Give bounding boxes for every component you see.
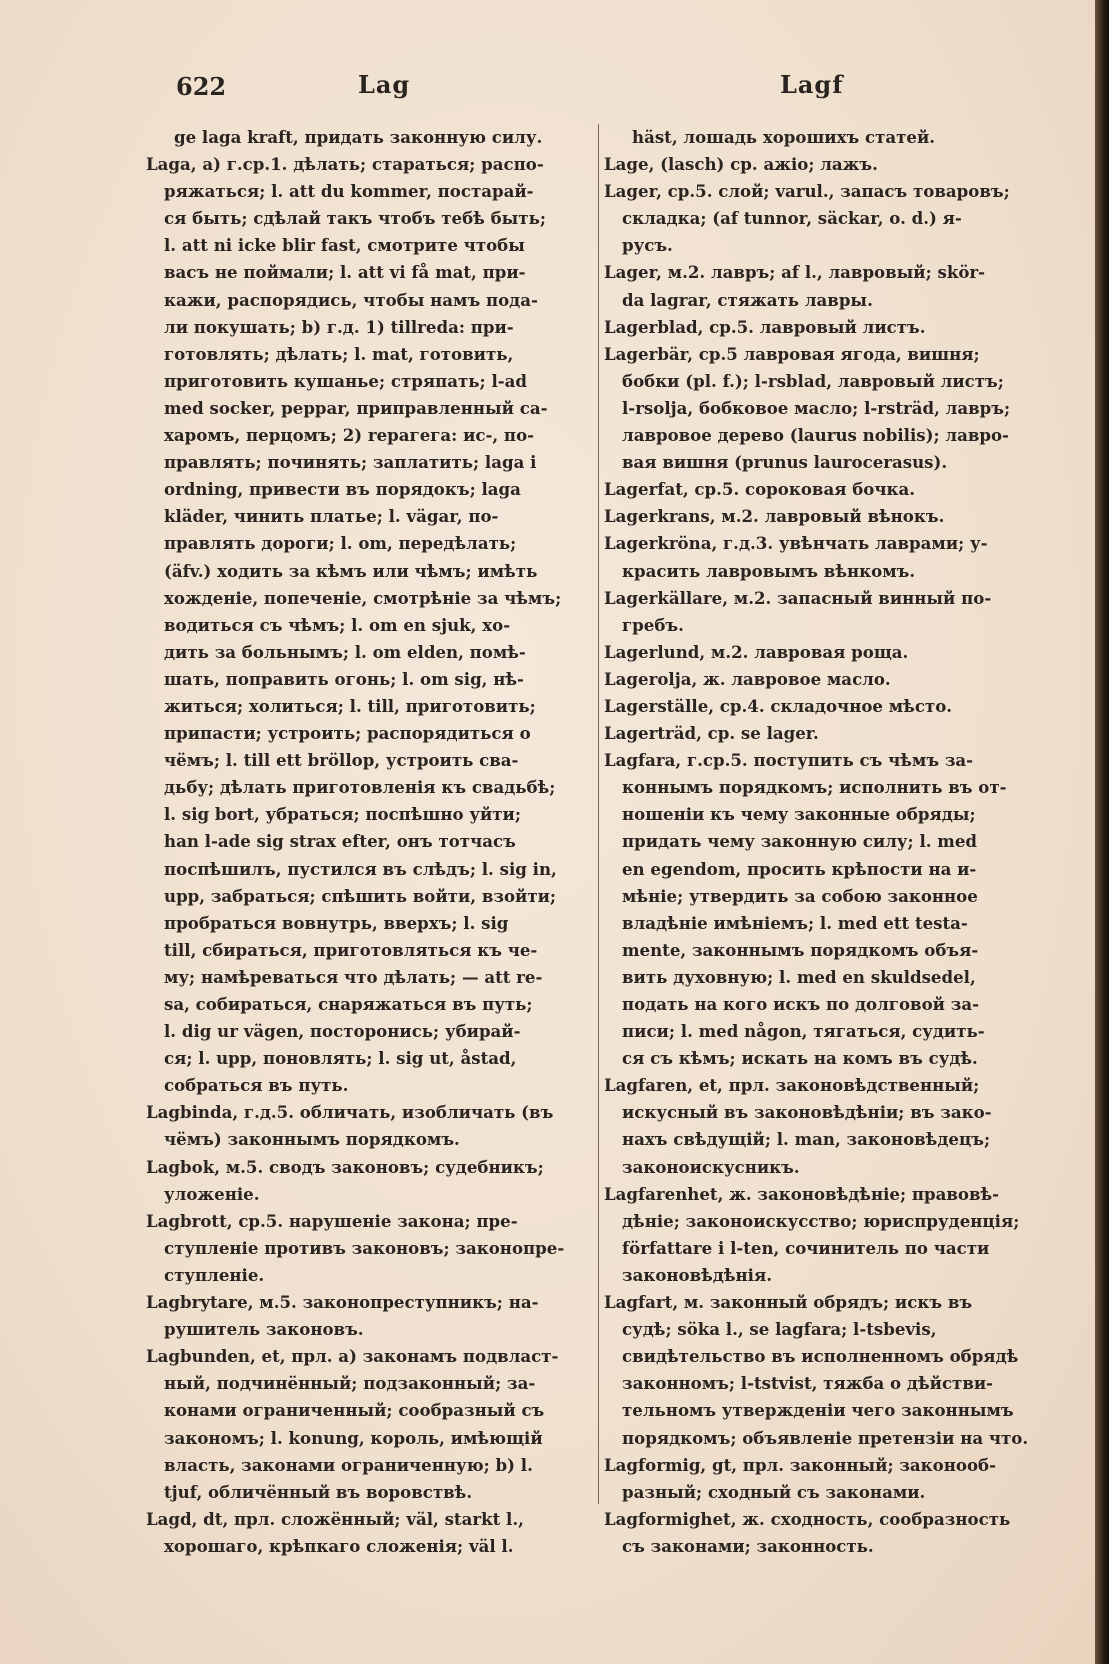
entry-text-line: l. sig bort, убраться; поспѣшно уйти; xyxy=(164,804,521,825)
page-number: 622 xyxy=(176,72,227,101)
entry-text-line: му; намѣреваться что дѣлать; — att re- xyxy=(164,966,543,987)
entry-text-line: da lagrar, стяжать лавры. xyxy=(622,289,873,310)
entry-headline: Lagerkällare, м.2. запасный винный по- xyxy=(604,587,992,608)
entry-text-line: красить лавровымъ вѣнкомъ. xyxy=(622,560,916,581)
entry-text-line: законномъ; l-tstvist, тяжба о дѣйстви- xyxy=(622,1373,994,1394)
entry-headline: Lagd, dt, прл. сложённый; väl, starkt l., xyxy=(146,1508,524,1529)
entry-text-line: нахъ свѣдущій; l. man, законовѣдецъ; xyxy=(622,1129,991,1150)
entry-text-line: дѣніе; законоискусство; юриспруденція; xyxy=(622,1210,1020,1231)
entry-text-line: ступленіе. xyxy=(164,1264,265,1285)
entry-text-line: гребъ. xyxy=(622,614,684,635)
entry-text-line: l. att ni icke blir fast, смотрите чтобы xyxy=(164,235,525,256)
running-head-right: Lagf xyxy=(780,70,844,99)
entry-text-line: ge laga kraft, придать законную силу. xyxy=(174,127,543,147)
entry-headline: Lagformig, gt, прл. законный; законооб- xyxy=(604,1454,996,1475)
entry-headline: Lagbinda, г.д.5. обличать, изобличать (въ xyxy=(146,1102,554,1123)
entry-text-line: складка; (af tunnor, säckar, o. d.) я- xyxy=(622,208,962,229)
entry-headline: Lagfaren, et, прл. законовѣдственный; xyxy=(604,1075,980,1096)
column-divider xyxy=(598,124,599,1504)
entry-headline: Lagerbär, ср.5 лавровая ягода, вишня; xyxy=(604,343,980,364)
entry-text-line: бобки (pl. f.); l-rsblad, лавровый листъ; xyxy=(622,370,1004,391)
entry-headline: Lagbok, м.5. сводъ законовъ; судебникъ; xyxy=(146,1156,544,1177)
entry-text-line: правлять; починять; заплатить; laga i xyxy=(164,452,537,473)
entry-text-line: дьбу; дѣлать приготовленія къ свадьбѣ; xyxy=(164,777,556,798)
entry-text-line: водиться съ чѣмъ; l. om en sjuk, хо- xyxy=(164,614,511,635)
entry-text-line: конами ограниченный; сообразный съ xyxy=(164,1400,545,1421)
entry-text-line: писи; l. med någon, тягаться, судить- xyxy=(622,1021,985,1042)
entry-headline: Lagerfat, ср.5. сороковая бочка. xyxy=(604,479,916,500)
entry-text-line: мѣніе; утвердить за собою законное xyxy=(622,885,978,906)
entry-headline: Lagbunden, et, прл. a) законамъ подвласт- xyxy=(146,1346,559,1367)
entry-headline: Lagerkrans, м.2. лавровый вѣнокъ. xyxy=(604,506,945,527)
book-spine-shadow xyxy=(1095,0,1109,1664)
entry-text-line: тельномъ утвержденіи чего законнымъ xyxy=(622,1400,1014,1421)
entry-text-line: upp, забраться; спѣшить войти, взойти; xyxy=(164,885,557,906)
running-head-left: Lag xyxy=(358,70,411,99)
entry-text-line: уложеніе. xyxy=(164,1183,260,1204)
entry-text-line: законоискусникъ. xyxy=(622,1156,800,1177)
entry-text-line: ряжаться; l. att du kommer, постарай- xyxy=(164,181,534,202)
entry-text-line: ный, подчинённый; подзаконный; за- xyxy=(164,1373,536,1394)
entry-text-line: вая вишня (prunus laurocerasus). xyxy=(622,452,948,473)
entry-text-line: владѣніе имѣніемъ; l. med ett testa- xyxy=(622,912,968,933)
entry-text-line: tjuf, обличённый въ воровствѣ. xyxy=(164,1481,473,1502)
entry-headline: Lagerställe, ср.4. складочное мѣсто. xyxy=(604,695,953,716)
entry-text-line: порядкомъ; объявленіе претензіи на что. xyxy=(622,1427,1029,1448)
entry-text-line: искусный въ законовѣдѣніи; въ зако- xyxy=(622,1102,992,1123)
entry-headline: Lager, ср.5. слой; varul., запасъ товаровъ; xyxy=(604,181,1010,202)
entry-text-line: en egendom, просить крѣпости на и- xyxy=(622,858,977,879)
entry-text-line: готовлять; дѣлать; l. mat, готовить, xyxy=(164,343,514,364)
entry-text-line: дить за больнымъ; l. om elden, помѣ- xyxy=(164,641,526,662)
entry-text-line: собраться въ путь. xyxy=(164,1075,349,1096)
entry-text-line: med socker, peppar, приправленный са- xyxy=(164,397,548,418)
entry-text-line: шать, поправить огонь; l. om sig, нѣ- xyxy=(164,668,524,689)
entry-text-line: свидѣтельство въ исполненномъ обрядѣ xyxy=(622,1346,1019,1367)
entry-headline: Lagfarenhet, ж. законовѣдѣніе; правовѣ- xyxy=(604,1183,1000,1204)
entry-text-line: ся съ кѣмъ; искать на комъ въ судѣ. xyxy=(622,1048,978,1069)
entry-text-line: ordning, привести въ порядокъ; laga xyxy=(164,479,521,500)
left-column xyxy=(146,124,591,1560)
entry-text-line: författare i l-ten, сочинитель по части xyxy=(622,1237,990,1258)
entry-text-line: судѣ; söka l., se lagfara; l-tsbevis, xyxy=(622,1319,937,1340)
entry-headline: Lagerkröna, г.д.3. увѣнчать лаврами; у- xyxy=(604,533,988,554)
entry-headline: Lage, (lasch) ср. ажіо; лажъ. xyxy=(604,154,878,175)
entry-text-line: хожденіе, попеченіе, смотрѣніе за чѣмъ; xyxy=(164,587,562,608)
entry-text-line: вить духовную; l. med en skuldsedel, xyxy=(622,966,976,987)
entry-text-line: ношеніи къ чему законные обряды; xyxy=(622,804,976,825)
entry-text-line: l-rsolja, бобковое масло; l-rsträd, лавръ; xyxy=(622,397,1011,418)
entry-text-line: власть, законами ограниченную; b) l. xyxy=(164,1454,533,1475)
entry-text-line: житься; холиться; l. till, приготовить; xyxy=(164,695,536,716)
entry-text-line: поспѣшилъ, пустился въ слѣдъ; l. sig in, xyxy=(164,858,557,879)
entry-text-line: закономъ; l. konung, король, имѣющій xyxy=(164,1427,543,1448)
entry-text-line: till, сбираться, приготовляться къ че- xyxy=(164,939,538,960)
entry-headline: Lager, м.2. лавръ; af l., лавровый; skör- xyxy=(604,262,986,283)
entry-headline: Lagformighet, ж. сходность, сообразность xyxy=(604,1508,1011,1529)
entry-headline: Lagerlund, м.2. лавровая роща. xyxy=(604,641,909,662)
entry-text-line: русъ. xyxy=(622,235,673,256)
entry-headline: Lagfara, г.ср.5. поступить съ чѣмъ за- xyxy=(604,750,974,771)
entry-headline: Lagerträd, ср. se lager. xyxy=(604,723,819,744)
entry-headline: Lagerblad, ср.5. лавровый листъ. xyxy=(604,316,926,337)
entry-text-line: приготовить кушанье; стряпать; l-ad xyxy=(164,370,527,391)
entry-text-line: хорошаго, крѣпкаго сложенія; väl l. xyxy=(164,1535,514,1556)
entry-text-line: рушитель законовъ. xyxy=(164,1319,364,1340)
entry-headline: Lagfart, м. законный обрядъ; искъ въ xyxy=(604,1292,973,1313)
entry-headline: Lagbrytare, м.5. законопреступникъ; на- xyxy=(146,1292,539,1313)
entry-headline: Lagerolja, ж. лавровое масло. xyxy=(604,668,891,689)
entry-text-line: коннымъ порядкомъ; исполнить въ от- xyxy=(622,777,1007,798)
entry-text-line: законовѣдѣнія. xyxy=(622,1264,773,1285)
entry-text-line: лавровое дерево (laurus nobilis); лавро- xyxy=(622,425,1009,446)
entry-text-line: харомъ, перцомъ; 2) repагега: ис-, по- xyxy=(164,425,535,446)
entry-text-line: häst, лошадь хорошихъ статей. xyxy=(632,127,936,147)
entry-text-line: пробраться вовнутрь, вверхъ; l. sig xyxy=(164,912,509,933)
entry-headline: Lagbrott, ср.5. нарушеніе закона; пре- xyxy=(146,1210,518,1231)
right-column xyxy=(604,124,1066,1560)
entry-text-line: чёмъ) законнымъ порядкомъ. xyxy=(164,1129,460,1150)
entry-text-line: правлять дороги; l. om, передѣлать; xyxy=(164,533,517,554)
entry-text-line: съ законами; законность. xyxy=(622,1535,874,1556)
entry-text-line: разный; сходный съ законами. xyxy=(622,1481,926,1502)
entry-text-line: васъ не поймали; l. att vi få mat, при- xyxy=(164,262,526,283)
entry-text-line: mente, законнымъ порядкомъ объя- xyxy=(622,939,979,960)
entry-headline: Laga, a) г.ср.1. дѣлать; стараться; распо- xyxy=(146,154,544,175)
entry-text-line: ся быть; сдѣлай такъ чтобъ тебѣ быть; xyxy=(164,208,546,229)
entry-text-line: ся; l. upp, поновлять; l. sig ut, åstad, xyxy=(164,1048,517,1069)
entry-text-line: ли покушать; b) г.д. 1) tillreda: при- xyxy=(164,316,514,337)
entry-text-line: l. dig ur vägen, посторонись; убирай- xyxy=(164,1021,521,1042)
entry-text-line: sa, собираться, снаряжаться въ путь; xyxy=(164,994,533,1014)
entry-text-line: кажи, распорядись, чтобы намъ пода- xyxy=(164,289,538,310)
page-header xyxy=(0,70,1100,110)
entry-text-line: ступленіе противъ законовъ; законопре- xyxy=(164,1237,565,1258)
entry-text-line: подать на кого искъ по долговой за- xyxy=(622,994,979,1014)
entry-text-line: (äfv.) ходить за кѣмъ или чѣмъ; имѣть xyxy=(164,560,538,581)
entry-text-line: kläder, чинить платье; l. vägar, по- xyxy=(164,506,499,527)
entry-text-line: чёмъ; l. till ett bröllop, устроить сва- xyxy=(164,750,519,771)
entry-text-line: han l-ade sig strax efter, онъ тотчасъ xyxy=(164,831,516,852)
entry-text-line: припасти; устроить; распорядиться о xyxy=(164,723,531,744)
entry-text-line: придать чему законную силу; l. med xyxy=(622,831,978,852)
